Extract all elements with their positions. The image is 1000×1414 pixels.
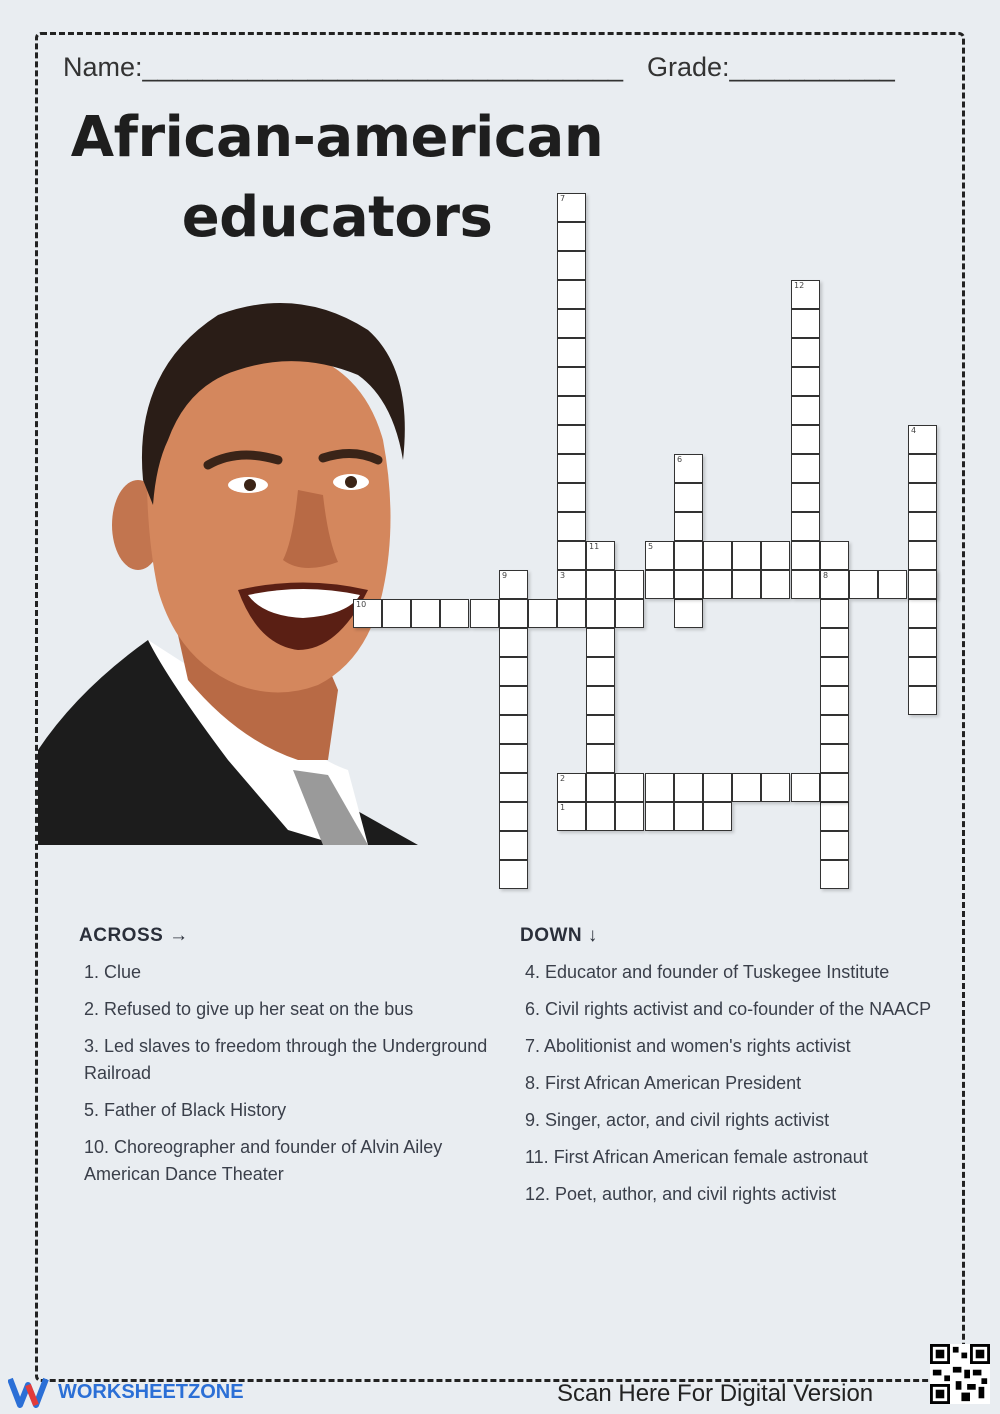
grid-cell[interactable] bbox=[908, 628, 937, 657]
grid-cell[interactable] bbox=[499, 860, 528, 889]
grid-cell[interactable] bbox=[849, 570, 878, 599]
clue-number: 4 bbox=[911, 426, 917, 435]
grid-cell[interactable] bbox=[674, 599, 703, 628]
down-heading: DOWN ↓ bbox=[520, 925, 598, 946]
grid-cell[interactable] bbox=[470, 599, 499, 628]
grid-cell[interactable] bbox=[353, 599, 382, 628]
clue-number: 7 bbox=[560, 194, 566, 203]
grid-cell[interactable] bbox=[791, 338, 820, 367]
grid-cell[interactable] bbox=[761, 541, 790, 570]
down-clue: 11. First African American female astronaut bbox=[525, 1147, 868, 1167]
grid-cell[interactable] bbox=[499, 802, 528, 831]
grid-cell[interactable] bbox=[557, 599, 586, 628]
grid-cell[interactable] bbox=[878, 570, 907, 599]
grid-cell[interactable] bbox=[557, 309, 586, 338]
grid-cell[interactable] bbox=[615, 802, 644, 831]
grid-cell[interactable] bbox=[557, 512, 586, 541]
grid-cell[interactable] bbox=[820, 860, 849, 889]
grid-cell[interactable] bbox=[791, 396, 820, 425]
across-clue: 5. Father of Black History bbox=[84, 1100, 287, 1120]
brand-name: WORKSHEETZONE bbox=[58, 1380, 244, 1403]
grid-cell[interactable] bbox=[908, 657, 937, 686]
grid-cell[interactable] bbox=[557, 483, 586, 512]
grid-cell[interactable] bbox=[791, 541, 820, 570]
grid-cell[interactable] bbox=[615, 773, 644, 802]
grid-cell[interactable] bbox=[674, 454, 703, 483]
clue-number: 11 bbox=[589, 542, 600, 551]
grid-cell[interactable] bbox=[586, 570, 615, 599]
grid-cell[interactable] bbox=[674, 773, 703, 802]
title-line-1: African-american bbox=[70, 105, 604, 170]
grid-cell[interactable] bbox=[557, 454, 586, 483]
grid-cell[interactable] bbox=[908, 512, 937, 541]
grid-cell[interactable] bbox=[732, 773, 761, 802]
grid-cell[interactable] bbox=[645, 541, 674, 570]
grid-cell[interactable] bbox=[586, 773, 615, 802]
clue-number: 9 bbox=[502, 571, 508, 580]
clue-number: 8 bbox=[823, 571, 829, 580]
grid-cell[interactable] bbox=[703, 541, 732, 570]
grid-cell[interactable] bbox=[411, 599, 440, 628]
grid-cell[interactable] bbox=[586, 686, 615, 715]
grade-field[interactable]: Grade:___________ bbox=[647, 52, 895, 82]
across-heading: ACROSS → bbox=[79, 925, 189, 946]
across-clue-list bbox=[84, 959, 504, 1198]
brand-logo[interactable] bbox=[8, 1375, 244, 1409]
grid-cell[interactable] bbox=[586, 628, 615, 657]
grid-cell[interactable] bbox=[499, 570, 528, 599]
grid-cell[interactable] bbox=[820, 599, 849, 628]
grid-cell[interactable] bbox=[557, 222, 586, 251]
grid-cell[interactable] bbox=[908, 570, 937, 599]
grid-cell[interactable] bbox=[645, 773, 674, 802]
grid-cell[interactable] bbox=[557, 541, 586, 570]
grid-cell[interactable] bbox=[499, 657, 528, 686]
worksheetzone-logo-icon bbox=[8, 1375, 54, 1409]
grid-cell[interactable] bbox=[499, 744, 528, 773]
clue-number: 10 bbox=[356, 600, 367, 609]
grid-cell[interactable] bbox=[645, 570, 674, 599]
clue-number: 6 bbox=[677, 455, 683, 464]
down-clue: 7. Abolitionist and women's rights activist bbox=[525, 1036, 851, 1056]
name-field[interactable]: Name:________________________________ bbox=[63, 52, 624, 82]
grid-cell[interactable] bbox=[791, 280, 820, 309]
grid-cell[interactable] bbox=[557, 396, 586, 425]
grid-cell[interactable] bbox=[557, 570, 586, 599]
grid-cell[interactable] bbox=[791, 425, 820, 454]
grid-cell[interactable] bbox=[499, 715, 528, 744]
grid-cell[interactable] bbox=[557, 338, 586, 367]
grid-cell[interactable] bbox=[908, 483, 937, 512]
grid-cell[interactable] bbox=[382, 599, 411, 628]
grid-cell[interactable] bbox=[674, 802, 703, 831]
down-clue: 4. Educator and founder of Tuskegee Institute bbox=[525, 962, 890, 982]
grid-cell[interactable] bbox=[820, 541, 849, 570]
grid-cell[interactable] bbox=[586, 802, 615, 831]
down-clue-list bbox=[525, 959, 945, 1218]
grid-cell[interactable] bbox=[791, 483, 820, 512]
grid-cell[interactable] bbox=[820, 686, 849, 715]
across-clue: 2. Refused to give up her seat on the bus bbox=[84, 999, 414, 1019]
grid-cell[interactable] bbox=[908, 599, 937, 628]
grid-cell[interactable] bbox=[586, 657, 615, 686]
grid-cell[interactable] bbox=[499, 628, 528, 657]
grid-cell[interactable] bbox=[791, 512, 820, 541]
grid-cell[interactable] bbox=[820, 744, 849, 773]
grid-cell[interactable] bbox=[791, 367, 820, 396]
grid-cell[interactable] bbox=[908, 686, 937, 715]
clue-number: 3 bbox=[560, 571, 566, 580]
grid-cell[interactable] bbox=[820, 773, 849, 802]
grid-cell[interactable] bbox=[791, 570, 820, 599]
down-clue: 8. First African American President bbox=[525, 1073, 802, 1093]
across-clue: 1. Clue bbox=[84, 962, 142, 982]
grid-cell[interactable] bbox=[820, 831, 849, 860]
grid-cell[interactable] bbox=[586, 599, 615, 628]
grid-cell[interactable] bbox=[499, 831, 528, 860]
down-clue: 6. Civil rights activist and co-founder of the NAACP bbox=[525, 999, 932, 1019]
grid-cell[interactable] bbox=[586, 541, 615, 570]
grid-cell[interactable] bbox=[499, 773, 528, 802]
grid-cell[interactable] bbox=[703, 773, 732, 802]
down-clue: 9. Singer, actor, and civil rights activist bbox=[525, 1110, 830, 1130]
title-line-2: educators bbox=[181, 185, 493, 250]
grid-cell[interactable] bbox=[674, 570, 703, 599]
grid-cell[interactable] bbox=[674, 512, 703, 541]
grid-cell[interactable] bbox=[761, 773, 790, 802]
clue-number: 12 bbox=[794, 281, 805, 290]
clue-number: 1 bbox=[560, 803, 566, 812]
down-clue: 12. Poet, author, and civil rights activist bbox=[525, 1184, 837, 1204]
grid-cell[interactable] bbox=[557, 367, 586, 396]
page-title bbox=[62, 98, 612, 258]
grid-cell[interactable] bbox=[761, 570, 790, 599]
grid-cell[interactable] bbox=[703, 570, 732, 599]
grid-cell[interactable] bbox=[557, 193, 586, 222]
grid-cell[interactable] bbox=[732, 570, 761, 599]
portrait-illustration bbox=[38, 290, 418, 845]
grid-cell[interactable] bbox=[820, 802, 849, 831]
clue-number: 2 bbox=[560, 774, 566, 783]
grid-cell[interactable] bbox=[791, 773, 820, 802]
grid-cell[interactable] bbox=[791, 309, 820, 338]
grid-cell[interactable] bbox=[703, 802, 732, 831]
clue-number: 5 bbox=[648, 542, 654, 551]
grid-cell[interactable] bbox=[557, 425, 586, 454]
grid-cell[interactable] bbox=[820, 628, 849, 657]
scan-instruction: Scan Here For Digital Version bbox=[557, 1380, 874, 1407]
grid-cell[interactable] bbox=[820, 715, 849, 744]
across-clue: 3. Led slaves to freedom through the Underground Railroad bbox=[84, 1036, 488, 1083]
grid-cell[interactable] bbox=[615, 599, 644, 628]
grid-cell[interactable] bbox=[674, 483, 703, 512]
grid-cell[interactable] bbox=[586, 744, 615, 773]
grid-cell[interactable] bbox=[499, 599, 528, 628]
grid-cell[interactable] bbox=[820, 657, 849, 686]
qr-code-icon[interactable] bbox=[930, 1344, 990, 1404]
grid-cell[interactable] bbox=[528, 599, 557, 628]
grid-cell[interactable] bbox=[732, 541, 761, 570]
grid-cell[interactable] bbox=[820, 570, 849, 599]
across-clue: 10. Choreographer and founder of Alvin Ailey American Dance Theater bbox=[84, 1137, 443, 1184]
grid-cell[interactable] bbox=[908, 425, 937, 454]
grid-cell[interactable] bbox=[557, 802, 586, 831]
grid-cell[interactable] bbox=[908, 454, 937, 483]
grid-cell[interactable] bbox=[557, 251, 586, 280]
grid-cell[interactable] bbox=[791, 454, 820, 483]
grid-cell[interactable] bbox=[674, 541, 703, 570]
grid-cell[interactable] bbox=[615, 570, 644, 599]
grid-cell[interactable] bbox=[586, 715, 615, 744]
grid-cell[interactable] bbox=[499, 686, 528, 715]
grid-cell[interactable] bbox=[645, 802, 674, 831]
grid-cell[interactable] bbox=[908, 541, 937, 570]
grid-cell[interactable] bbox=[557, 773, 586, 802]
grid-cell[interactable] bbox=[440, 599, 469, 628]
grid-cell[interactable] bbox=[557, 280, 586, 309]
